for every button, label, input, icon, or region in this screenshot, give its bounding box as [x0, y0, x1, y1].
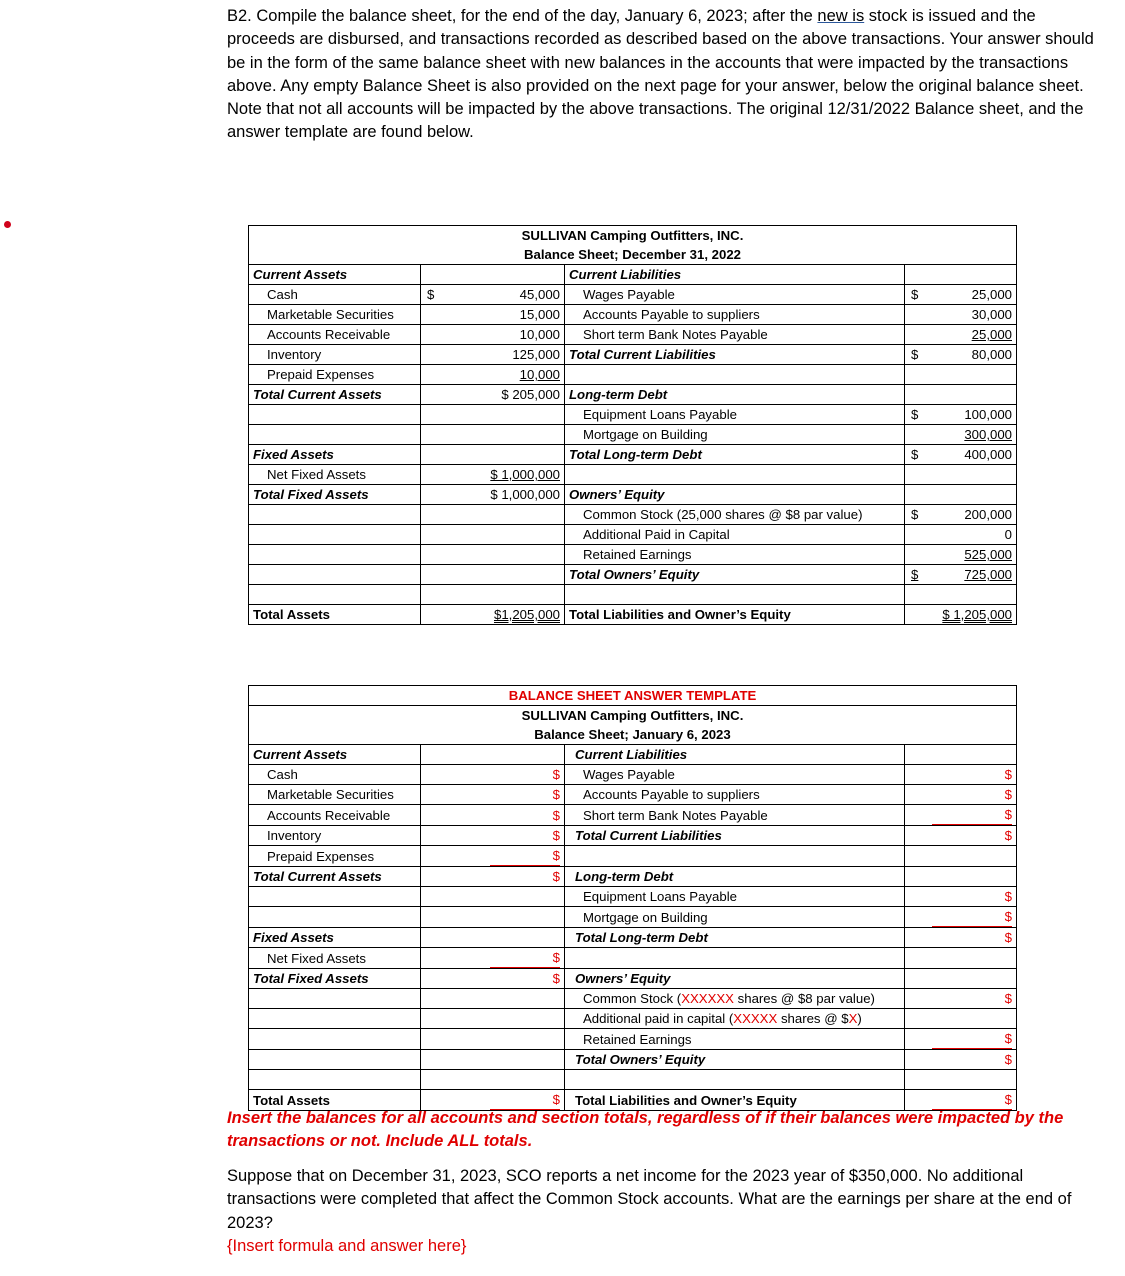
- equity-value: 0: [905, 525, 1017, 545]
- eps-question: Suppose that on December 31, 2023, SCO reports a net income for the 2023 year of $350,000. No additional transactions were completed that affect the Common Stock accounts. What are the earnings per share at the end of 2023?: [227, 1167, 1072, 1232]
- asset-label: Cash: [249, 285, 421, 305]
- liability-label: Short term Bank Notes Payable: [565, 325, 905, 345]
- liability-label: Short term Bank Notes Payable: [565, 805, 905, 826]
- answer-template-balance-sheet: [248, 685, 1017, 1111]
- template-heading: BALANCE SHEET ANSWER TEMPLATE: [249, 686, 1017, 706]
- owners-equity-heading: Owners’ Equity: [565, 485, 905, 505]
- total-current-assets-value: $ 205,000: [421, 385, 565, 405]
- current-assets-heading: Current Assets: [249, 265, 421, 285]
- asset-label: Cash: [249, 765, 421, 785]
- problem-statement: B2. Compile the balance sheet, for the end of the day, January 6, 2023; after the new is stock is issued and the proceeds are disbursed, and transactions recorded as described based on the above transactions. Your answer should be in the form of the same balance sheet with new balances in the accounts that were impacted by the transactions above. Any empty Balance Sheet is also provided on the next page for your answer, below the original balance sheet. Note that not all accounts will be impacted by the above transactions. The original 12/31/2022 Balance sheet, and the answer template are found below.: [227, 7, 1094, 142]
- current-liabilities-heading: Current Liabilities: [565, 265, 905, 285]
- total-assets-input[interactable]: $: [421, 1090, 565, 1111]
- apic-label: Additional paid in capital (XXXXX shares @ $X): [565, 1009, 905, 1029]
- total-assets-value: $1,205,000: [421, 605, 565, 625]
- asset-input[interactable]: $: [421, 785, 565, 805]
- current-assets-heading: Current Assets: [249, 745, 421, 765]
- total-fixed-assets-label: Total Fixed Assets: [249, 485, 421, 505]
- equity-label: Retained Earnings: [565, 545, 905, 565]
- asset-label: Marketable Securities: [249, 785, 421, 805]
- long-term-debt-heading: Long-term Debt: [565, 385, 905, 405]
- liability-input[interactable]: $: [905, 765, 1017, 785]
- retained-earnings-label: Retained Earnings: [565, 1029, 905, 1050]
- asset-value: 10,000: [421, 365, 565, 385]
- asset-label: Inventory: [249, 345, 421, 365]
- company-name: SULLIVAN Camping Outfitters, INC.: [521, 708, 744, 723]
- asset-label: Prepaid Expenses: [249, 846, 421, 867]
- total-liabilities-equity-label: Total Liabilities and Owner’s Equity: [565, 1090, 905, 1111]
- total-fixed-assets-value: $ 1,000,000: [421, 485, 565, 505]
- debt-value: $ 100,000: [905, 405, 1017, 425]
- equity-label: Additional Paid in Capital: [565, 525, 905, 545]
- common-stock-label: Common Stock (XXXXXX shares @ $8 par value): [565, 989, 905, 1009]
- total-current-liabilities-label: Total Current Liabilities: [565, 345, 905, 365]
- owners-equity-heading: Owners’ Equity: [565, 969, 905, 989]
- debt-label: Mortgage on Building: [565, 907, 905, 928]
- total-assets-label: Total Assets: [249, 605, 421, 625]
- total-current-liabilities-input[interactable]: $: [905, 826, 1017, 846]
- total-liabilities-equity-label: Total Liabilities and Owner’s Equity: [565, 605, 905, 625]
- total-owners-equity-value: $ 725,000: [905, 565, 1017, 585]
- bullet-marker: [4, 221, 11, 228]
- total-current-assets-label: Total Current Assets: [249, 385, 421, 405]
- asset-label: Prepaid Expenses: [249, 365, 421, 385]
- liability-value: 30,000: [905, 305, 1017, 325]
- net-fixed-assets-value: $ 1,000,000: [421, 465, 565, 485]
- total-long-term-debt-label: Total Long-term Debt: [565, 445, 905, 465]
- debt-label: Equipment Loans Payable: [565, 405, 905, 425]
- liability-label: Accounts Payable to suppliers: [565, 305, 905, 325]
- total-owners-equity-label: Total Owners’ Equity: [565, 1050, 905, 1070]
- total-current-assets-input[interactable]: $: [421, 867, 565, 887]
- answer-placeholder[interactable]: {Insert formula and answer here}: [227, 1237, 467, 1255]
- total-owners-equity-input[interactable]: $: [905, 1050, 1017, 1070]
- template-header: [249, 706, 1017, 745]
- liability-label: Accounts Payable to suppliers: [565, 785, 905, 805]
- debt-label: Mortgage on Building: [565, 425, 905, 445]
- equity-value: $ 200,000: [905, 505, 1017, 525]
- total-current-liabilities-value: $ 80,000: [905, 345, 1017, 365]
- liability-input[interactable]: $: [905, 805, 1017, 826]
- total-current-assets-label: Total Current Assets: [249, 867, 421, 887]
- asset-input[interactable]: $: [421, 765, 565, 785]
- asset-label: Accounts Receivable: [249, 325, 421, 345]
- asset-value: $ 45,000: [421, 285, 565, 305]
- current-liabilities-heading: Current Liabilities: [565, 745, 905, 765]
- total-long-term-debt-value: $ 400,000: [905, 445, 1017, 465]
- company-name: SULLIVAN Camping Outfitters, INC.: [521, 228, 744, 243]
- common-stock-input[interactable]: $: [905, 989, 1017, 1009]
- total-fixed-assets-input[interactable]: $: [421, 969, 565, 989]
- asset-input[interactable]: $: [421, 826, 565, 846]
- net-fixed-assets-input[interactable]: $: [421, 948, 565, 969]
- liability-value: 25,000: [905, 325, 1017, 345]
- total-liabilities-equity-value: $ 1,205,000: [905, 605, 1017, 625]
- debt-input[interactable]: $: [905, 907, 1017, 928]
- total-owners-equity-label: Total Owners’ Equity: [565, 565, 905, 585]
- asset-value: 125,000: [421, 345, 565, 365]
- instruction-note: Insert the balances for all accounts and section totals, regardless of if their balances were impacted by the transactions or not. Include ALL totals.: [227, 1109, 1064, 1150]
- sheet-date: Balance Sheet; January 6, 2023: [534, 727, 731, 742]
- total-long-term-debt-input[interactable]: $: [905, 928, 1017, 948]
- total-current-liabilities-label: Total Current Liabilities: [565, 826, 905, 846]
- asset-value: 10,000: [421, 325, 565, 345]
- fixed-assets-heading: Fixed Assets: [249, 928, 421, 948]
- long-term-debt-heading: Long-term Debt: [565, 867, 905, 887]
- debt-input[interactable]: $: [905, 887, 1017, 907]
- liability-label: Wages Payable: [565, 285, 905, 305]
- liability-label: Wages Payable: [565, 765, 905, 785]
- asset-input[interactable]: $: [421, 805, 565, 826]
- original-balance-sheet: [248, 225, 1017, 625]
- sheet-date: Balance Sheet; December 31, 2022: [524, 247, 741, 262]
- underlined-text: new is: [817, 7, 865, 25]
- asset-label: Accounts Receivable: [249, 805, 421, 826]
- original-header: [249, 226, 1017, 265]
- debt-label: Equipment Loans Payable: [565, 887, 905, 907]
- total-long-term-debt-label: Total Long-term Debt: [565, 928, 905, 948]
- debt-value: 300,000: [905, 425, 1017, 445]
- asset-value: 15,000: [421, 305, 565, 325]
- equity-label: Common Stock (25,000 shares @ $8 par value): [565, 505, 905, 525]
- liability-input[interactable]: $: [905, 785, 1017, 805]
- total-assets-label: Total Assets: [249, 1090, 421, 1111]
- retained-earnings-input[interactable]: $: [905, 1029, 1017, 1050]
- asset-label: Inventory: [249, 826, 421, 846]
- net-fixed-assets-label: Net Fixed Assets: [249, 948, 421, 969]
- total-fixed-assets-label: Total Fixed Assets: [249, 969, 421, 989]
- equity-value: 525,000: [905, 545, 1017, 565]
- asset-label: Marketable Securities: [249, 305, 421, 325]
- total-liabilities-equity-input[interactable]: $: [905, 1090, 1017, 1111]
- net-fixed-assets-label: Net Fixed Assets: [249, 465, 421, 485]
- fixed-assets-heading: Fixed Assets: [249, 445, 421, 465]
- asset-input[interactable]: $: [421, 846, 565, 867]
- liability-value: $ 25,000: [905, 285, 1017, 305]
